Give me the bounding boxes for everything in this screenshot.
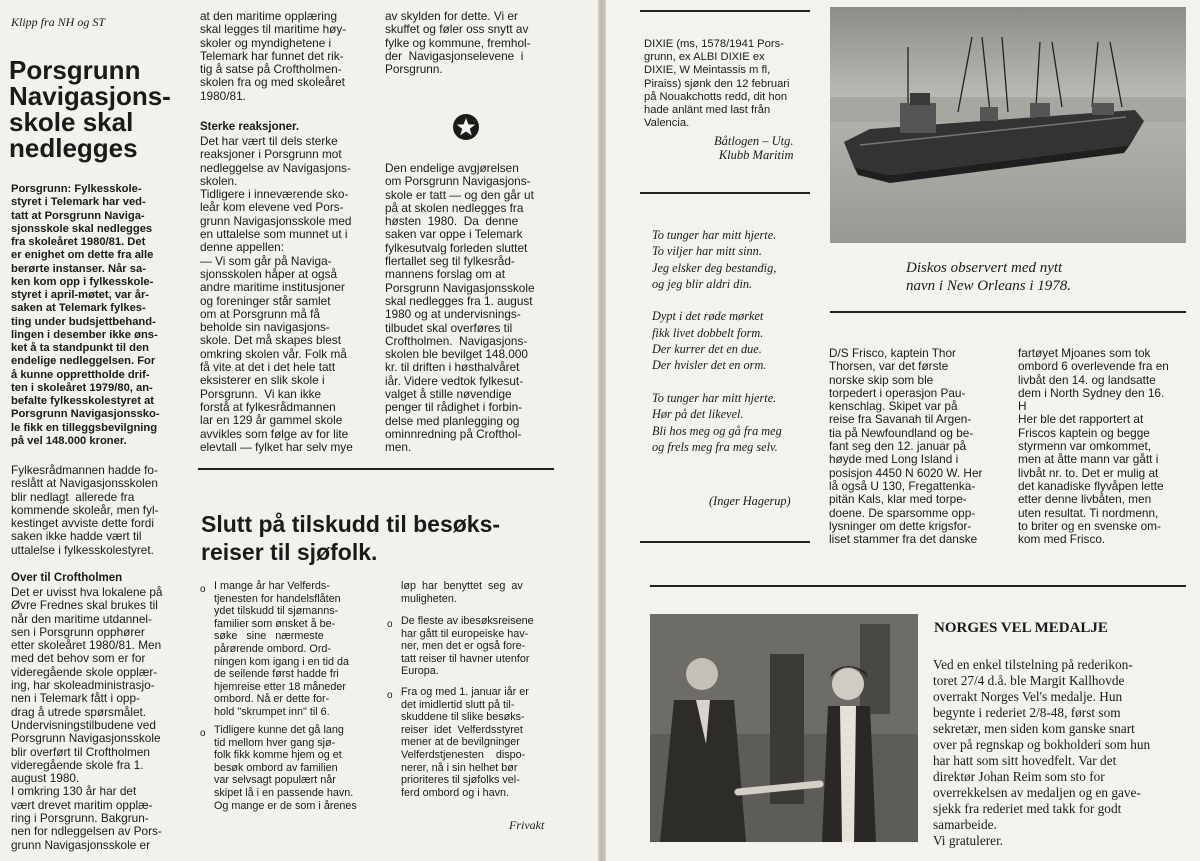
story2-bullet-2-cont: løp har benyttet seg av muligheten. (401, 580, 523, 605)
poem: To tunger har mitt hjerte. To viljer har mitt sinn. Jeg elsker deg bestandig, og jeg blir aldri din. Dypt i det røde mørket fikk livet dobbelt form. Der kurrer det en due. Der hvisler det en orm. To tunger har mitt hjerte. Hør på det likevel. Bli hos meg og gå fra meg og frels meg fra meg selv. (652, 228, 782, 454)
story2-bullet-4: Fra og med 1. januar iår er det imidlertid slutt på til- skuddene til slike besøks- reiser idet Velferdsstyret mener at de bevilgninger Velferdstjenesten dispo- nerer, nå i sin helhet bør prioriteres til sjøfolks vel- ferd ombord og i havn. (401, 686, 529, 799)
kicker: Klipp fra NH og ST (11, 15, 106, 29)
story1-col3-p2: Den endelige avgjørelsen om Porsgrunn Navigasjons- skole er tatt — og den går ut på at skolen nedlegges fra høsten 1980. Da denne saken var oppe i Telemark fylkesutvalg forleden sluttet flertallet seg til fylkesråd- mannens forslag om at Porsgrunn Navigasjonsskole skal nedlegges fra 1. august 1980 og at undervisnings- tilbudet skal overføres til Croftholmen. Navigasjons- skolen ble bevilget 148.000 kr. til driften i høsthalvåret iår. Videre vedtok fylkesut- valget å stille nøvendige penger til rådighet i forbin- delse med planlegging og ominnredning på Crofthol- men. (385, 161, 535, 455)
story1-col1-p1: Fylkesrådmannen hadde fo- reslått at Navigasjonsskolen blir nedlagt allerede fra kommende skoleår, men fyl- kestinget avviste dette fordi saken ikke hadde vært til uttalelse i fylkesskolestyret. (11, 463, 159, 557)
divider (640, 541, 810, 543)
story1-subhead-reaksjoner: Sterke reaksjoner. (200, 121, 300, 133)
story1-col3-p1: av skylden for dette. Vi er skuffet og føler oss snytt av fylke og kommune, fremhol- der Navigasjonselevene i Porsgrunn. (385, 9, 531, 77)
star-emblem-icon (452, 113, 480, 141)
bullet-marker: o (200, 728, 206, 739)
story1-subhead-croftholmen: Over til Croftholmen (11, 572, 123, 584)
bullet-marker: o (200, 584, 206, 595)
divider (640, 10, 810, 12)
divider (198, 468, 554, 470)
story2-bullet-1: I mange år har Velferds- tjenesten for handelsflåten ydet tilskudd til sjømanns- familier som ønsket å be- søke sine nærmeste pårørende ombord. Ord- ningen kom igang i en tid da de seilende først hadde fri hjemreise etter 18 måneder ombord. Nå er dette for- hold "skrumpet inn" til 6. (214, 580, 350, 718)
frisco-col2: fartøyet Mjoanes som tok ombord 6 overlevende fra en livbåt den 14. og landsatte dem i North Sydney den 16. H Her ble det rapportert at Friscos kaptein og begge styrmenn var omkommet, men at åtte mann var gått i livbåt nr. to. Det er mulig at det kanadiske flyvåpen lette etter denne livbåten, men uten resultat. Ti nordmenn, to briter og en svenske om- kom med Frisco. (1018, 346, 1169, 547)
story1-col2-p1: at den maritime opplæring skal legges til maritime høy- skoler og myndighetene i Telemark har funnet det rik- tig å satse på Croftholmen- skolen fra og med skoleåret 1980/81. (200, 9, 347, 103)
dixie-source: Båtlogen – Utg. Klubb Maritim (714, 134, 794, 162)
story1-headline: Porsgrunn Navigasjons- skole skal nedlegges (9, 55, 171, 163)
story1-col1-p2: Det er uvisst hva lokalene på Øvre Frednes skal brukes til når den maritime utdannel- sen i Porsgrunn opphører etter skoleåret 1980/81. Men med det behov som er for videregående skole opplær- ing, har skoleadministrasjo- nen i Telemark fått i opp- drag å utrede spørsmålet. Undervisningstilbudene ved Porsgrunn Navigasjonsskole blir overført til Croftholmen videregående skole fra 1. august 1980. I omkring 130 år har det vært drevet maritim opplæ- ring i Porsgrunn. Bakgrun- nen for ndleggelsen av Pors- grunn Navigasjonsskole er (11, 585, 163, 852)
left-page (0, 0, 598, 861)
dixie-notice: DIXIE (ms, 1578/1941 Pors- grunn, ex ALBI DIXIE ex DIXIE, W Meintassis m fl, Piraiss) sjønk den 12 februari på Nouakchotts redd, dit hon hade anlänt med last från Valencia. (644, 38, 790, 130)
bullet-marker: o (387, 619, 393, 630)
medal-ceremony-photo (650, 614, 918, 842)
medal-text: Ved en enkel tilstelning på rederikon- toret 27/4 d.å. ble Margit Kallhovde overrakt Norges Vel's medalje. Hun begynte i rederiet 2/8-48, først som sekretær, men siden kom ganske snart over på regnskap og bokholderi som hun har hatt som sitt hovedfelt. Var det direktør Johan Reim som sto for overrekkelsen av medaljen og en gave- sjekk fra rederiet med takk for godt samarbeide. Vi gratulerer. (933, 657, 1151, 848)
divider (830, 311, 1186, 313)
poem-author: (Inger Hagerup) (709, 494, 791, 508)
story1-lead: Porsgrunn: Fylkesskole- styret i Telemark har ved- tatt at Porsgrunn Naviga- sjonsskole skal nedlegges fra skoleåret 1980/81. Det er enighet om dette fra alle berørte instanser. Når sa- ken kom opp i fylkesskole- styret i april-møtet, var år- saken at Telemark fylkes- ting under budsjettbehand- lingen i desember ikke øns- ket å ta standpunkt til den endelige nedleggelsen. For å kunne opprettholde drif- ten i skoleåret 1979/80, an- befalte fylkesskolestyret at Porsgrunn Navigasjonssko- le fikk en tilleggsbevilgning på vel 148.000 kroner. (11, 183, 160, 447)
ship-caption: Diskos observert med nytt navn i New Orleans i 1978. (906, 260, 1071, 294)
story2-bullet-2: Tidligere kunne det gå lang tid mellom hver gang sjø- folk fikk komme hjem og et besøk ombord av familien var selvsagt populært når skipet lå i en passende havn. Og mange er de som i årenes (214, 724, 357, 812)
medal-title: NORGES VEL MEDALJE (934, 620, 1108, 636)
page-gutter (598, 0, 606, 861)
divider (640, 192, 810, 194)
ship-photo (830, 7, 1186, 243)
story2-bullet-3: De fleste av ibesøksreisene har gått til europeiske hav- ner, men det er også fore- tatt reiser til havner utenfor Europa. (401, 615, 534, 678)
frisco-col1: D/S Frisco, kaptein Thor Thorsen, var det første norske skip som ble torpedert i operasjon Pau- kenschlag. Skipet var på reise fra Savanah til Argen- tia på Newfoundland og be- fant seg den 12. januar på høyde med Long Island i posisjon 4450 N 6020 W. Her lå også U 130, Fregattenka- pitän Kals, klar med torpe- doene. De sparsomme opp- lysninger om dette krigsfor- liset stammer fra det danske (829, 346, 983, 547)
story2-headline: Slutt på tilskudd til besøks- reiser til sjøfolk. (201, 511, 501, 565)
right-page (606, 0, 1200, 861)
story1-col2-p2: Det har vært til dels sterke reaksjoner i Porsgrunn mot nedleggelse av Navigasjons- skolen. Tidligere i inneværende sko- leår kom elevene ved Pors- grunn Navigasjonsskole med en uttalelse som munnet ut i denne appellen: — Vi som går på Naviga- sjonsskolen håper at også andre maritime institusjoner og foreninger står samlet om at Porsgrunn må få beholde sin navigasjons- skole. Det må skapes blest omkring skolen vår. Folk må få vite at det i det hele tatt eksisterer en slik skole i Porsgrunn. Vi kan ikke forstå at fylkesrådmannen lar en 129 år gammel skole avvikles som følge av for lite elevtall — fylket har selv mye (200, 134, 353, 454)
bullet-marker: o (387, 690, 393, 701)
divider (650, 585, 1186, 587)
story2-signature: Frivakt (509, 818, 545, 832)
